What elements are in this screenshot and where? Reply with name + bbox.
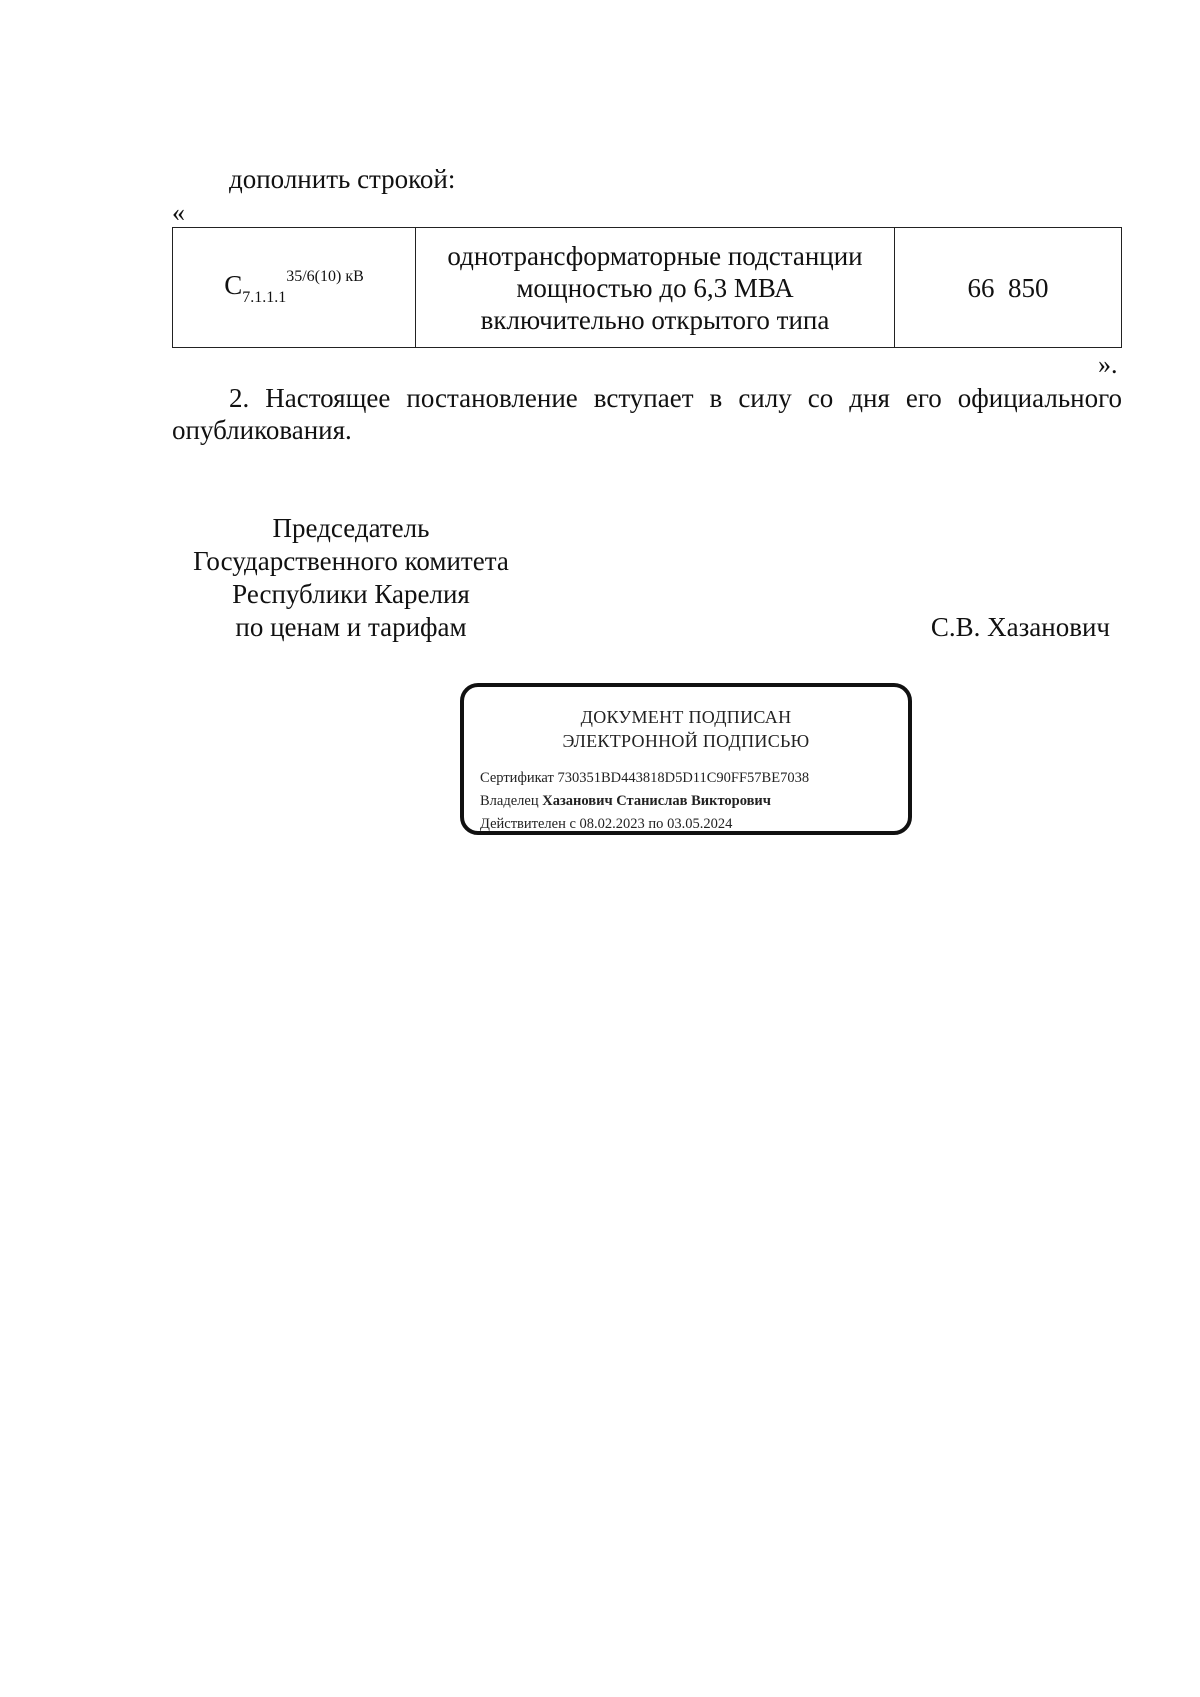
paragraph-2: 2. Настоящее постановление вступает в силу со дня его официального опубликования. [172, 383, 1122, 445]
stamp-owner-row [480, 791, 771, 811]
tariff-value-cell: 66 850 [895, 228, 1122, 348]
stamp-certificate-row [480, 768, 809, 788]
position-line: по ценам и тарифам [235, 612, 467, 642]
valid-label: Действителен [480, 816, 566, 832]
signatory-position [172, 512, 530, 644]
position-line: Председатель [272, 513, 430, 543]
certificate-value: 730351BD443818D5D11C90FF57BE7038 [557, 770, 810, 786]
tariff-code-superscript: 35/6(10) кВ [286, 268, 364, 285]
description-line: включительно открытого типа [480, 304, 830, 335]
valid-to-date: 03.05.2024 [667, 816, 733, 832]
stamp-title-line: ЭЛЕКТРОННОЙ ПОДПИСЬЮ [562, 731, 810, 751]
e-signature-stamp [460, 683, 912, 835]
intro-text: дополнить строкой: [229, 164, 456, 194]
table-row [173, 228, 1122, 348]
tariff-description-cell [416, 228, 895, 348]
description-line: мощностью до 6,3 МВА [516, 272, 794, 303]
tariff-table [172, 227, 1122, 348]
owner-value: Хазанович Станислав Викторович [542, 793, 771, 809]
valid-from-word: с [569, 816, 576, 832]
position-line: Республики Карелия [232, 579, 470, 609]
description-line: однотрансформаторные подстанции [447, 240, 863, 271]
position-line: Государственного комитета [193, 546, 509, 576]
valid-from-date: 08.02.2023 [579, 816, 645, 832]
opening-quote: « [172, 198, 185, 227]
closing-quote: ». [1098, 350, 1118, 379]
tariff-code-main: С [224, 270, 243, 300]
stamp-validity-row [480, 814, 732, 834]
tariff-code-cell [173, 228, 416, 348]
owner-label: Владелец [480, 793, 539, 809]
tariff-code-subscript: 7.1.1.1 [242, 289, 287, 306]
signatory-name: С.В. Хазанович [930, 612, 1110, 642]
certificate-label: Сертификат [480, 770, 554, 786]
valid-to-word: по [648, 816, 664, 832]
stamp-title-line: ДОКУМЕНТ ПОДПИСАН [580, 707, 792, 727]
stamp-title [464, 705, 908, 753]
